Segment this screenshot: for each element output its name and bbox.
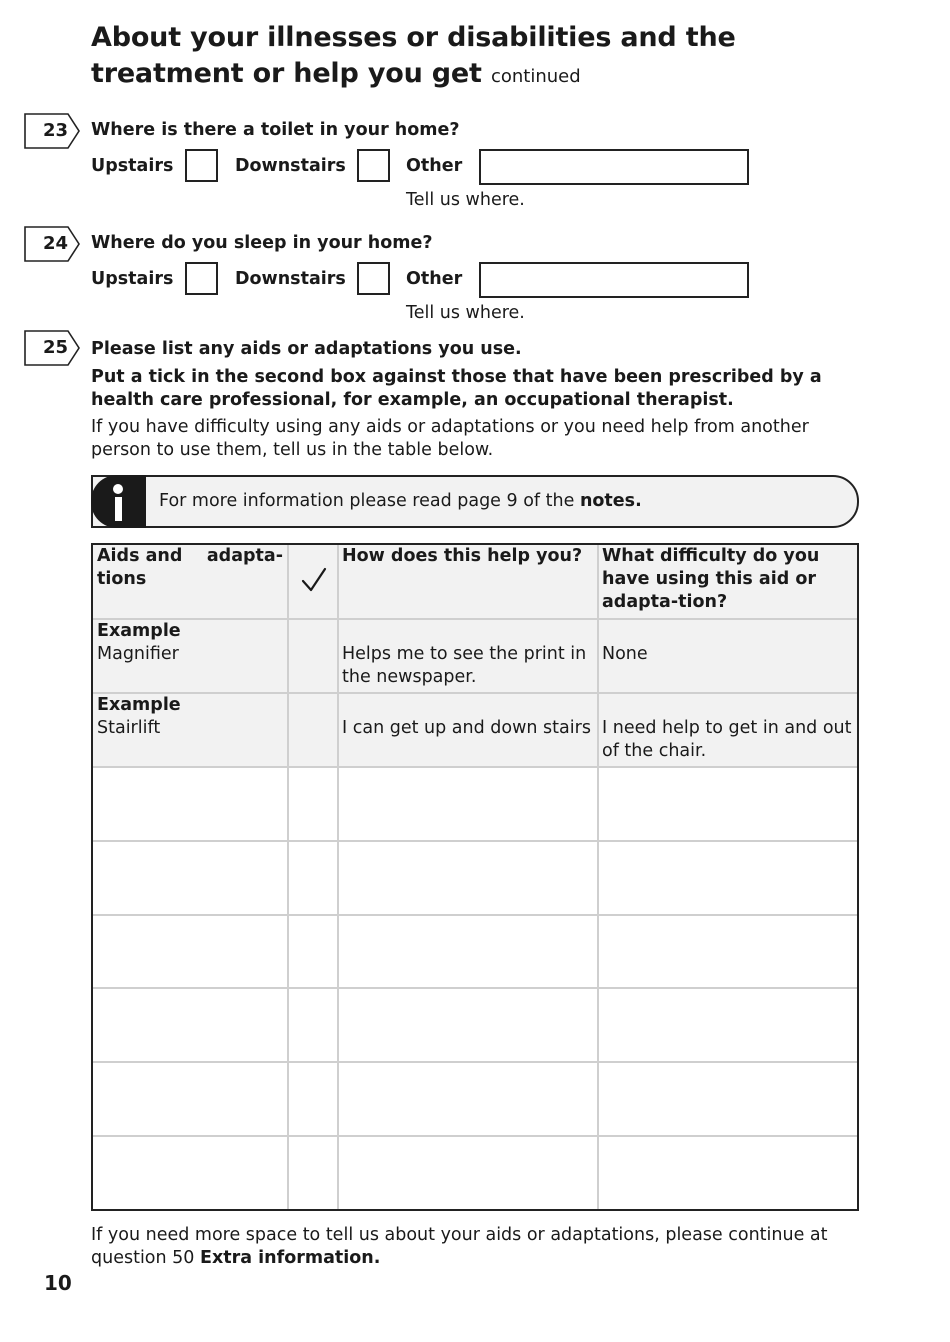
table-row xyxy=(93,620,857,694)
header-help: How does this help you? xyxy=(339,545,599,618)
page-title: About your illnesses or disabilities and the treatment or help you get continued xyxy=(91,22,736,89)
prescribed-cell xyxy=(289,694,339,766)
aid-input-cell[interactable] xyxy=(93,1063,289,1135)
prescribed-tick-cell[interactable] xyxy=(289,989,339,1061)
difficulty-input-cell[interactable] xyxy=(599,842,857,914)
difficulty-input-cell[interactable] xyxy=(599,768,857,840)
aid-input-cell[interactable] xyxy=(93,989,289,1061)
help-input-cell[interactable] xyxy=(339,989,599,1061)
prescribed-cell xyxy=(289,620,339,692)
aids-table xyxy=(91,543,859,1211)
example-difficulty-cell: None xyxy=(602,644,648,664)
prescribed-tick-cell[interactable] xyxy=(289,842,339,914)
q23-upstairs-checkbox[interactable] xyxy=(185,149,218,182)
prescribed-tick-cell[interactable] xyxy=(289,916,339,987)
notes-link: notes. xyxy=(579,491,642,511)
info-icon xyxy=(91,475,146,528)
table-row xyxy=(93,694,857,768)
prescribed-tick-cell[interactable] xyxy=(289,768,339,840)
example-difficulty-cell: I need help to get in and out of the chair. xyxy=(602,718,852,761)
aid-input-cell[interactable] xyxy=(93,916,289,987)
info-box xyxy=(91,475,859,528)
question-25-instruction: Put a tick in the second box against those that have been prescribed by a health care professional, for example, an occupational therapist. xyxy=(91,367,822,410)
q23-downstairs-checkbox[interactable] xyxy=(357,149,390,182)
table-row xyxy=(93,1137,857,1209)
aid-input-cell[interactable] xyxy=(93,842,289,914)
footer-note: If you need more space to tell us about your aids or adaptations, please continue at question 50 Extra information. xyxy=(91,1225,828,1268)
q24-upstairs-checkbox[interactable] xyxy=(185,262,218,295)
info-text: For more information please read page 9 of the notes. xyxy=(159,491,642,511)
example-help-cell: I can get up and down stairs xyxy=(339,694,599,766)
difficulty-input-cell[interactable] xyxy=(599,1063,857,1135)
table-row xyxy=(93,1063,857,1137)
q24-other-field[interactable] xyxy=(479,262,749,298)
prescribed-tick-cell[interactable] xyxy=(289,1137,339,1209)
question-24-text: Where do you sleep in your home? xyxy=(91,233,433,253)
difficulty-input-cell[interactable] xyxy=(599,916,857,987)
q24-downstairs-label: Downstairs xyxy=(235,269,346,289)
question-23-number: 23 xyxy=(24,113,79,148)
q24-other-hint: Tell us where. xyxy=(406,303,525,323)
help-input-cell[interactable] xyxy=(339,842,599,914)
question-25-note: If you have difficulty using any aids or adaptations or you need help from another person to use them, tell us in the table below. xyxy=(91,417,809,460)
header-difficulty: What difficulty do you have using this aid or adapta-tion? xyxy=(602,546,820,612)
question-23-text: Where is there a toilet in your home? xyxy=(91,120,460,140)
difficulty-input-cell[interactable] xyxy=(599,989,857,1061)
q24-upstairs-label: Upstairs xyxy=(91,269,174,289)
help-input-cell[interactable] xyxy=(339,1063,599,1135)
aid-input-cell[interactable] xyxy=(93,1137,289,1209)
q24-downstairs-checkbox[interactable] xyxy=(357,262,390,295)
example-aid-cell: Example Stairlift xyxy=(93,694,289,766)
header-aids: Aids and adapta- tions xyxy=(93,545,289,618)
table-row xyxy=(93,989,857,1063)
question-25-number: 25 xyxy=(24,330,79,365)
q23-other-hint: Tell us where. xyxy=(406,190,525,210)
tick-icon xyxy=(301,567,327,593)
aid-input-cell[interactable] xyxy=(93,768,289,840)
continued-label: continued xyxy=(490,66,581,87)
extra-information-ref: Extra information. xyxy=(200,1248,381,1268)
help-input-cell[interactable] xyxy=(339,1137,599,1209)
example-help-cell: Helps me to see the print in the newspaper. xyxy=(339,620,599,692)
page-number: 10 xyxy=(44,1271,72,1295)
question-24-number: 24 xyxy=(24,226,79,261)
q23-upstairs-label: Upstairs xyxy=(91,156,174,176)
table-row xyxy=(93,916,857,989)
table-row xyxy=(93,842,857,916)
example-aid-cell: Example Magnifier xyxy=(93,620,289,692)
table-row xyxy=(93,768,857,842)
help-input-cell[interactable] xyxy=(339,768,599,840)
q23-downstairs-label: Downstairs xyxy=(235,156,346,176)
prescribed-tick-cell[interactable] xyxy=(289,1063,339,1135)
q24-other-label: Other xyxy=(406,269,463,289)
difficulty-input-cell[interactable] xyxy=(599,1137,857,1209)
q23-other-label: Other xyxy=(406,156,463,176)
help-input-cell[interactable] xyxy=(339,916,599,987)
question-25-text: Please list any aids or adaptations you use. xyxy=(91,339,522,359)
q23-other-field[interactable] xyxy=(479,149,749,185)
header-prescribed xyxy=(289,545,339,618)
table-header-row xyxy=(93,545,857,620)
